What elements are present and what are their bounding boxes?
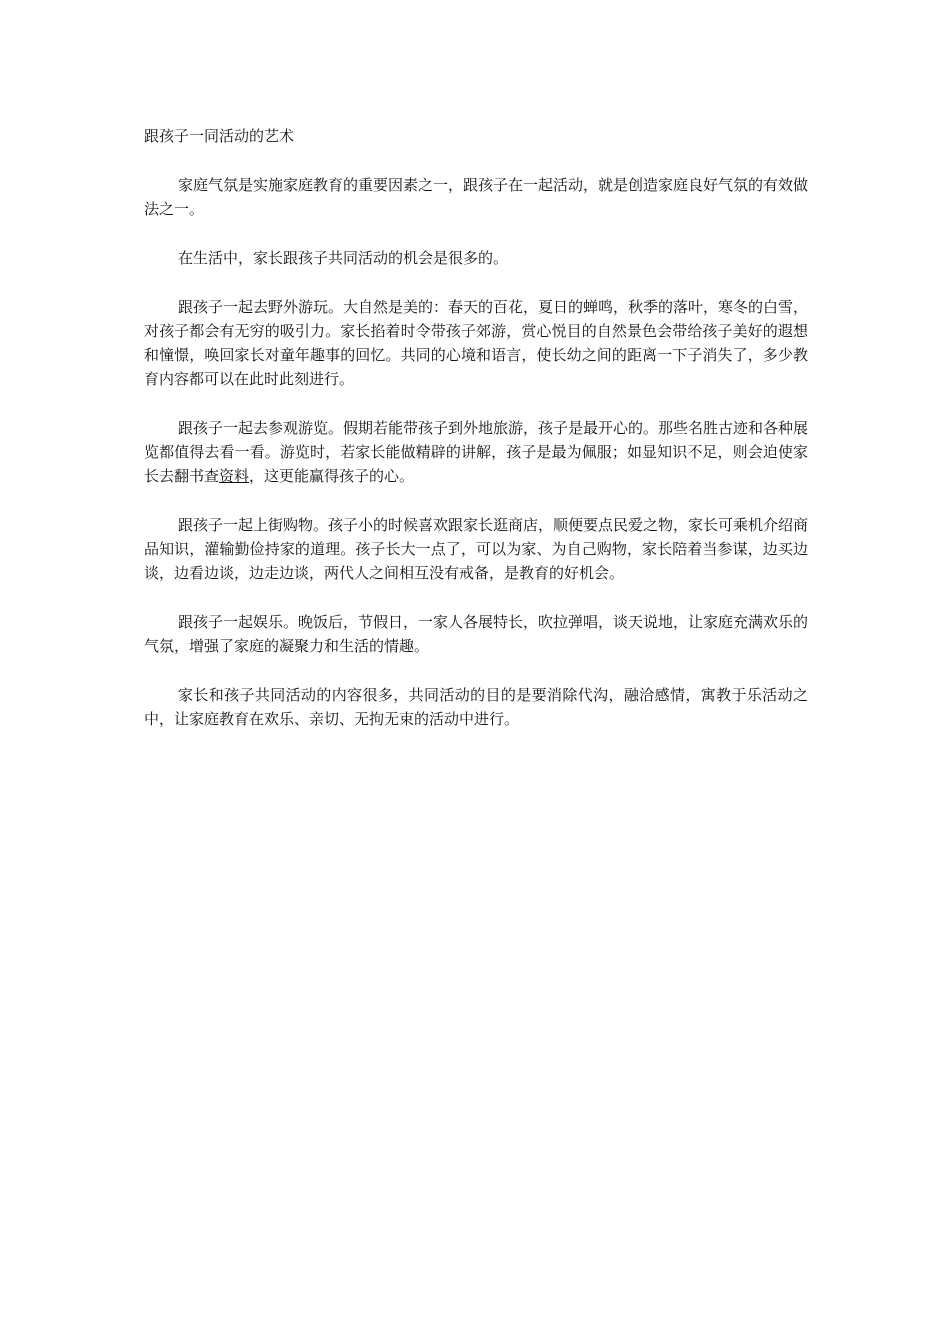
paragraph-7: 家长和孩子共同活动的内容很多，共同活动的目的是要消除代沟，融洽感情，寓教于乐活动之中，让家庭教育在欢乐、亲切、无拘无束的活动中进行。	[144, 686, 808, 728]
paragraph-4-text-before: 跟孩子一起去参观游览。假期若能带孩子到外地旅游，孩子是最开心的。那些名胜古迹和各种展览都值得去看一看。游览时，若家长能做精辟的讲解，孩子是最为佩服；如显知识不足，则会迫使家长去翻书查	[144, 419, 809, 485]
paragraph-6: 跟孩子一起娱乐。晚饭后，节假日，一家人各展特长，吹拉弹唱，谈天说地，让家庭充满欢乐的气氛，增强了家庭的凝聚力和生活的情趣。	[144, 613, 809, 655]
paragraph-4	[144, 416, 808, 488]
paragraph-5: 跟孩子一起上街购物。孩子小的时候喜欢跟家长逛商店，顺便要点民爱之物，家长可乘机介绍商品知识，灌输勤俭持家的道理。孩子长大一点了，可以为家、为自己购物，家长陪着当参谋，边买边谈，边看边谈，边走边谈，两代人之间相互没有戒备，是教育的好机会。	[144, 516, 809, 582]
paragraph-2: 在生活中，家长跟孩子共同活动的机会是很多的。	[178, 249, 509, 267]
document-body	[144, 124, 808, 756]
paragraph-4-text-after: ，这更能赢得孩子的心。	[249, 467, 415, 485]
document-title: 跟孩子一同活动的艺术	[144, 127, 295, 145]
paragraph-1: 家庭气氛是实施家庭教育的重要因素之一，跟孩子在一起活动，就是创造家庭良好气氛的有效做法之一。	[144, 176, 809, 218]
materials-link[interactable]: 资料	[219, 467, 250, 485]
paragraph-3: 跟孩子一起去野外游玩。大自然是美的：春天的百花，夏日的蝉鸣，秋季的落叶，寒冬的白雪，对孩子都会有无穷的吸引力。家长掐着时令带孩子郊游，赏心悦目的自然景色会带给孩子美好的遐想和憧憬，唤回家长对童年趣事的回忆。共同的心境和语言，使长幼之间的距离一下子消失了，多少教育内容都可以在此时此刻进行。	[144, 298, 809, 388]
